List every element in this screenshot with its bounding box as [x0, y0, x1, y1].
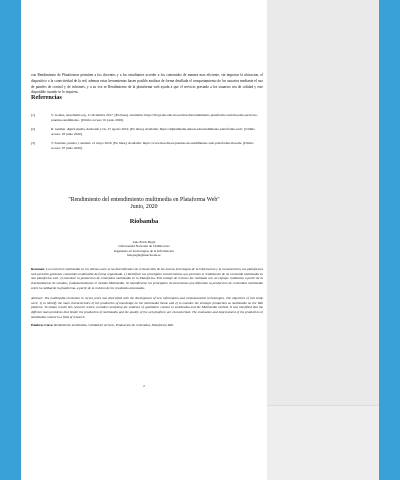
paper-city: Riobamba — [129, 218, 159, 225]
abstract-es — [31, 267, 263, 291]
reference-number: [2] — [31, 127, 35, 131]
paper-title — [21, 197, 267, 211]
document-page — [21, 0, 267, 480]
author-name: Luis Erick Pugla — [132, 240, 156, 244]
left-accent-bar — [0, 0, 21, 480]
right-accent-bar — [379, 0, 400, 480]
keywords-label: Palabras Clave: — [31, 323, 54, 327]
abstract-en-label: Abstract: — [31, 296, 44, 300]
viewer-side-area — [267, 0, 379, 480]
abstract-label: Resumen: — [31, 267, 46, 271]
abstract-text: La revolucion multimedia en los ultimos anos se ha diversificado con el desarrollo de las nuevas tecnologias de la informacion y la comunicacion, las plataformas web permiten gestionar contenidos multimedia de forma organizada. 1) identificar las principales caracteristicas que permiten el rendimiento de un contenido multimedia en una plataforma web, 2) examinar la produccion de contenidos multimedia en la Plataforma. Este trabajo de revision fue realizado con un enfoque cualitativo a partir de la sistematizacion de estudios, fundamentalmente el metodo Multimedia. Se identificaron los principales inconvenientes que dificultan la produccion de contenidos multimedia sobre la calidad de la plataforma, a partir de la revision de los resultados alcanzados. — [31, 267, 263, 290]
intro-paragraph: con Rendimiento de Plataformas permiten a los docentes y a los estudiantes acceder a los contenidos de manera mas eficiente, sin importar la ubicacion, el dispositivo o la conectividad de la red, ademas estas herramientas hacen posible analizar de forma detallada el comportamiento de los usuarios mediante el uso de paneles de control y de informes, y a su vez se Rendimiento de la plataforma web ayuda a que el servicio prestado a los usuarios sea de calidad y este disponible cuando se lo requiera. — [31, 73, 263, 95]
author-faculty: Ingenieria en Tecnologias de la Informacion — [114, 248, 174, 253]
reference-text: R. Guillen, digital media, Androide y IA, 27 agosto 2019. [En linea]. Available: https://digitalmedia.unison.edu/rendimiento-plataforma-web/. [Ultimo acceso: 03 junio 2020]. — [51, 127, 255, 136]
page-number: 2 — [143, 384, 145, 388]
keywords-text: Rendimiento multimedia, Calidad de servicio, Produccion de contenidos, Plataforma Web. — [54, 323, 174, 327]
references-heading: Referencias — [31, 94, 62, 101]
author-block — [21, 240, 267, 257]
paper-date: Junio, 2020 — [130, 204, 158, 210]
paper-title-line: "Rendimiento del entendimiento multimedia en Plataforma Web" — [68, 197, 220, 203]
author-email: luis.pugla@unach.edu.ec — [126, 252, 162, 257]
abstract-en — [31, 296, 263, 320]
abstract-en-text: The multimedia revolution in recent years has diversified with the development of new information and communication technologies. The objectives of this study were: 1) to identify the main characteristics of the production of knowledge on the multimedia theme and 2) to examine the strategic production as multimedia on the Web platform. To obtain results this research review considers analyzing the evidence of qualitative content in multimedia and the Multimedia method. It was identified that the different main problems that hinder the production of multimedia and the quality of the web platform are characterized. The evaluation and improvement of the production of multimedia content in a field of research. — [31, 296, 263, 319]
reference-number: [3] — [31, 141, 35, 145]
keywords — [31, 323, 263, 328]
reference-number: [1] — [31, 113, 35, 117]
reference-text: S. Gomez, moodlemx.org, 11 diciembre 2017. [En linea]. Available: https://blogs.moodle.uca.es/moodle/rendimiento-plataforma-web/moodle-servicios-pruebas-rendimiento. [Ultimo acceso: 01 junio 2020]. — [51, 113, 258, 122]
author-institution: Universidad Nacional de Chimborazo — [118, 244, 170, 249]
side-panel — [267, 0, 379, 406]
reference-text: T. Sanchez, prueba y analisis, 21 mayo 2020. [En linea]. Available: https://www.moodle.es/pruebas-de-rendimiento-web-plataforma-moodle. [Ultimo acceso: 07 junio 2020]. — [51, 141, 254, 150]
